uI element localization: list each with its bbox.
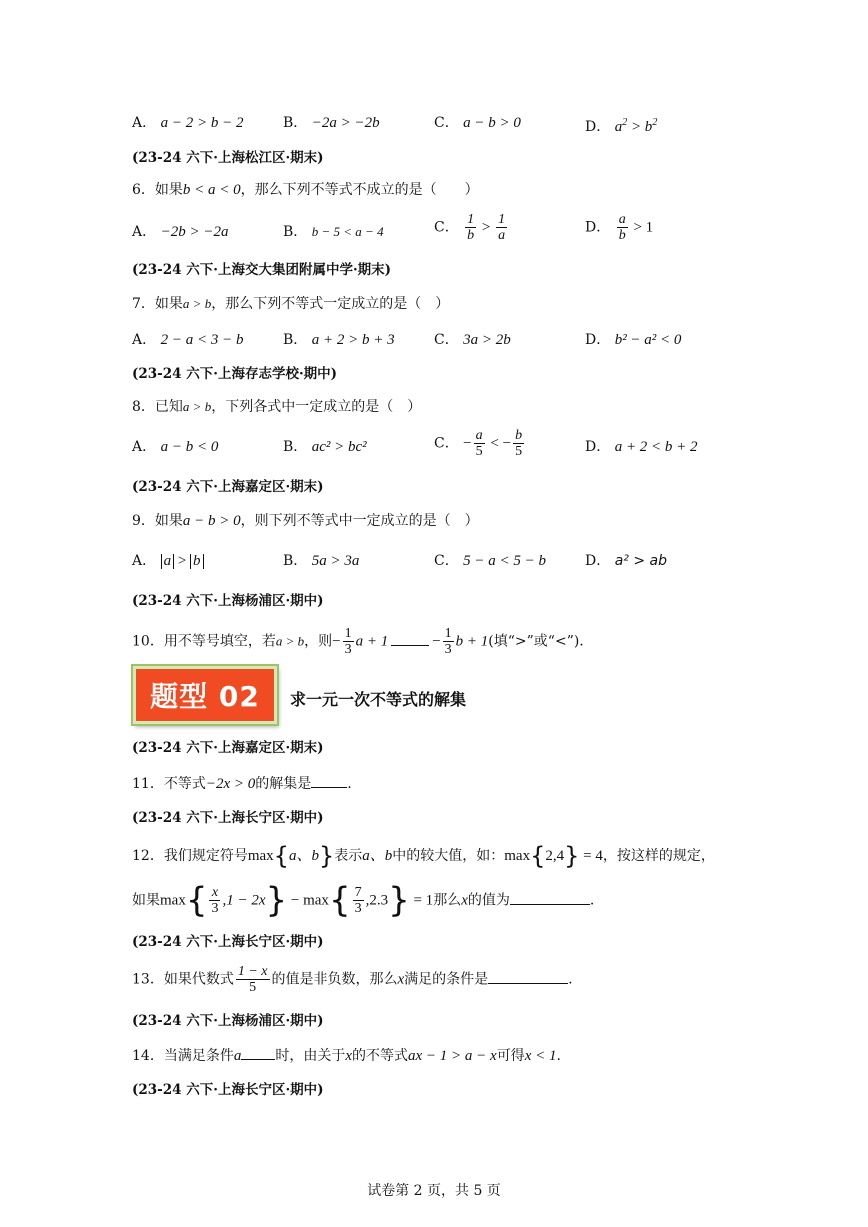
section-badge: 题型 02 (133, 666, 277, 724)
question-text: 中的较大值，如： (392, 848, 505, 864)
source-note: (23-24 六下·上海存志学校·期中) (132, 366, 338, 382)
option-label: C． (434, 332, 459, 348)
question-10 (132, 626, 584, 657)
option-label: B． (283, 553, 308, 569)
option-label: A． (132, 332, 157, 348)
fraction (617, 212, 628, 243)
question-text: 时，由关于 (275, 1048, 346, 1064)
punctuation: . (568, 971, 573, 988)
var: x (461, 892, 468, 909)
fraction (209, 885, 220, 916)
question-text: 6．如果 (132, 182, 183, 198)
denominator: 5 (475, 444, 483, 459)
condition: a > b (182, 399, 212, 414)
max-function: max (303, 892, 329, 909)
q5-option-b (283, 113, 380, 133)
source-note: (23-24 六下·上海长宁区·期中) (132, 1082, 324, 1098)
question-14 (132, 1045, 561, 1066)
question-11 (132, 773, 352, 794)
question-text: ，按这样的规定， (602, 848, 715, 864)
question-text: 那么 (433, 892, 462, 909)
option-label: C． (434, 553, 459, 569)
q9-option-a (132, 551, 204, 571)
condition: a > b (182, 296, 212, 311)
denominator: 3 (354, 901, 362, 916)
source-note: (23-24 六下·上海交大集团附属中学·期末) (132, 262, 392, 278)
q9-option-c (434, 551, 546, 571)
expr: ,1 − 2x (222, 892, 266, 909)
numerator: a (618, 212, 626, 227)
vars: a、b (362, 848, 393, 864)
source-note: (23-24 六下·上海松江区·期末) (132, 150, 324, 166)
question-text: 如果 (132, 892, 160, 909)
option-expr: a + 2 < b + 2 (614, 439, 698, 455)
q6-option-a (132, 222, 228, 242)
numerator: 1 − x (237, 964, 268, 979)
expr-part: > b (627, 119, 653, 135)
operator: > (478, 219, 495, 236)
inequality: ax − 1 > a − x (408, 1048, 497, 1064)
question-12-line1: 12．我们规定符号max{a、b}表示a、b中的较大值，如：max{2,4} = 4，按这样的规定， (132, 842, 715, 870)
option-label: D． (585, 553, 611, 569)
expr: a + 1 (355, 633, 389, 650)
fraction (513, 428, 524, 459)
question-8 (132, 397, 421, 417)
page-footer: 试卷第 2 页，共 5 页 (367, 1183, 501, 1199)
option-label: D． (585, 332, 611, 348)
denominator: 3 (211, 901, 219, 916)
question-text: 的值为 (467, 892, 510, 909)
option-label: B． (283, 332, 308, 348)
q7-option-c (434, 330, 511, 350)
q9-option-b (283, 551, 359, 571)
question-text: 的不等式 (352, 1048, 408, 1064)
source-note: (23-24 六下·上海长宁区·期中) (132, 934, 324, 950)
option-expr: 3a > 2b (463, 332, 511, 348)
condition: b < a < 0 (182, 182, 241, 198)
var: x (345, 1048, 352, 1064)
option-expr: ac² > bc² (311, 439, 367, 455)
question-text: 可得 (496, 1048, 525, 1064)
question-text: ，那么下列不等式不成立的是（ ） (240, 182, 479, 198)
q8-option-b (283, 437, 367, 457)
source-note: (23-24 六下·上海长宁区·期中) (132, 810, 324, 826)
question-text: 的值是非负数，那么 (271, 971, 398, 988)
punctuation: . (556, 1048, 561, 1064)
question-text: ，下列各式中一定成立的是（ ） (211, 399, 422, 415)
example-result: = 4 (579, 848, 603, 864)
question-text: 14．当满足条件 (132, 1048, 234, 1064)
operator: − (463, 435, 472, 452)
fraction (443, 626, 454, 657)
option-expr: a − b < 0 (160, 439, 219, 455)
option-expr: b − 5 < a − 4 (311, 224, 384, 239)
option-expr: a² > ab (614, 553, 667, 569)
operator: > (174, 553, 191, 569)
question-text: ，则 (304, 633, 333, 650)
fraction (496, 212, 507, 243)
q9-option-d (585, 551, 667, 571)
absolute-value: a (161, 554, 175, 569)
question-12-line2: 如果max{ $\frac{x}{3}$ ,1 − 2x} − max{ $\frac{7}{3}$ ,2.3} = 1那么x的值为 . (132, 880, 595, 921)
question-6 (132, 180, 479, 200)
denominator: 5 (515, 444, 523, 459)
option-expr: a − 2 > b − 2 (160, 115, 244, 131)
q5-option-c (434, 113, 521, 133)
option-expr: −2a > −2b (311, 115, 380, 131)
q8-option-d (585, 437, 698, 457)
numerator: x (209, 885, 220, 901)
option-label: C． (434, 115, 459, 131)
fraction (236, 964, 270, 995)
fraction (353, 885, 364, 916)
q5-option-d (585, 113, 657, 137)
q8-option-c (434, 428, 526, 459)
var: x (397, 971, 405, 988)
source-note: (23-24 六下·上海杨浦区·期中) (132, 593, 324, 609)
exponent: 2 (622, 117, 628, 128)
option-label: D． (585, 439, 611, 455)
question-text: (填“>”或“<”). (488, 633, 584, 650)
args: a、b (288, 848, 319, 864)
fraction (465, 212, 476, 243)
condition: a − b > 0 (182, 513, 241, 529)
operator: − (287, 892, 304, 909)
question-13 (132, 964, 573, 995)
question-9 (132, 511, 479, 531)
numerator: 1 (344, 626, 352, 641)
fraction (474, 428, 485, 459)
option-label: A． (132, 439, 157, 455)
option-label: A． (132, 224, 157, 240)
option-label: D． (585, 219, 611, 236)
example-args: 2,4 (545, 848, 565, 864)
answer-blank[interactable] (488, 969, 568, 984)
denominator: 5 (249, 980, 257, 995)
denominator: 3 (444, 642, 452, 657)
section-title: 求一元一次不等式的解集 (290, 690, 467, 709)
option-expr: b² − a² < 0 (614, 332, 682, 348)
source-note: (23-24 六下·上海嘉定区·期末) (132, 740, 324, 756)
question-text: 11．不等式 (132, 776, 206, 792)
answer-blank[interactable] (510, 890, 590, 905)
max-function: max (160, 892, 186, 909)
operator: < − (486, 435, 512, 452)
result: x < 1 (524, 1048, 557, 1064)
option-expr: 5 − a < 5 − b (463, 553, 547, 569)
option-expr: 2 − a < 3 − b (160, 332, 244, 348)
denominator: b (618, 228, 626, 243)
option-label: C． (434, 435, 459, 452)
punctuation: . (589, 892, 595, 909)
question-text: 12．我们规定符号 (132, 848, 248, 864)
q5-option-a (132, 113, 243, 133)
denominator: b (467, 228, 475, 243)
option-expr: a − b > 0 (463, 115, 521, 131)
answer-blank[interactable] (241, 1045, 275, 1060)
question-text: 的解集是 (255, 776, 312, 792)
question-text: 表示 (334, 848, 363, 864)
question-text: 8．已知 (132, 399, 183, 415)
numerator: a (475, 428, 483, 443)
expr: b + 1 (455, 633, 489, 650)
option-label: A． (132, 115, 157, 131)
numerator: 7 (354, 885, 362, 900)
q6-option-d (585, 212, 653, 243)
q8-option-a (132, 437, 218, 457)
operator: − (432, 633, 441, 650)
q7-option-d (585, 330, 681, 350)
absolute-value: b (190, 554, 204, 569)
answer-blank[interactable] (311, 773, 347, 788)
option-label: D． (585, 119, 611, 135)
var: a (233, 1048, 242, 1064)
expr: ,2.3 (365, 892, 389, 909)
numerator: 1 (444, 626, 452, 641)
numerator: b (515, 428, 523, 443)
option-label: B． (283, 115, 308, 131)
max-function: max (504, 848, 531, 864)
denominator: 3 (344, 642, 352, 657)
question-text: 10．用不等号填空，若 (132, 633, 276, 650)
condition: a > b (275, 633, 305, 649)
punctuation: . (347, 776, 352, 792)
source-note: (23-24 六下·上海杨浦区·期中) (132, 1013, 324, 1029)
option-label: B． (283, 439, 308, 455)
operator: > 1 (629, 219, 654, 236)
question-text: ，则下列不等式中一定成立的是（ ） (240, 513, 479, 529)
q6-option-b (283, 222, 384, 242)
option-expr: 5a > 3a (311, 553, 360, 569)
expr-part: a (614, 119, 623, 135)
max-function: max (247, 848, 274, 864)
question-text: ，那么下列不等式一定成立的是（ ） (211, 296, 450, 312)
option-expr: a + 2 > b + 3 (311, 332, 395, 348)
option-label: B． (283, 224, 308, 240)
q7-option-a (132, 330, 243, 350)
question-7 (132, 294, 449, 314)
option-expr: −2b > −2a (160, 224, 229, 240)
fraction (343, 626, 354, 657)
exponent: 2 (652, 117, 658, 128)
q7-option-b (283, 330, 395, 350)
option-label: A． (132, 553, 157, 569)
question-text: 9．如果 (132, 513, 183, 529)
condition: −2x > 0 (205, 776, 256, 792)
numerator: 1 (498, 212, 506, 227)
answer-blank[interactable] (391, 631, 429, 646)
question-text: 13．如果代数式 (132, 971, 234, 988)
expr: = 1 (409, 892, 434, 909)
question-text: 7．如果 (132, 296, 183, 312)
numerator: 1 (467, 212, 475, 227)
source-note: (23-24 六下·上海嘉定区·期末) (132, 479, 324, 495)
question-text: 满足的条件是 (404, 971, 489, 988)
operator: − (332, 633, 341, 650)
denominator: a (498, 228, 506, 243)
option-label: C． (434, 219, 459, 236)
q6-option-c (434, 212, 509, 243)
